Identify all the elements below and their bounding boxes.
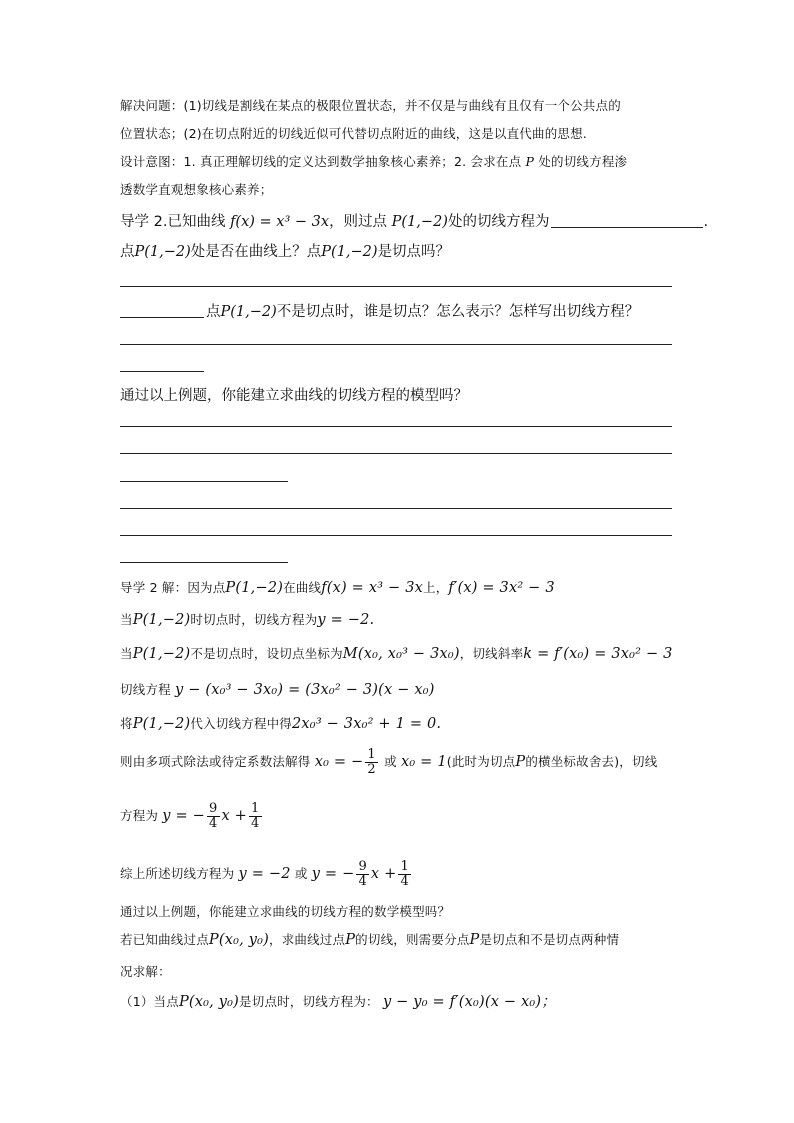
text: 当	[120, 646, 133, 661]
numerator: 9	[358, 859, 367, 874]
solution-line4	[120, 680, 435, 698]
math-p12: P(1,−2)	[391, 214, 448, 230]
design-intent-line2	[120, 180, 272, 198]
math-tangent-eq: y − (x₀³ − 3x₀) = (3x₀² − 3)(x − x₀)	[175, 682, 435, 698]
math-fx: f(x) = x³ − 3x	[230, 214, 330, 230]
solution-line11	[120, 962, 171, 980]
math-x0-eq: x₀ = −	[314, 754, 364, 770]
problem-solved-line1	[120, 96, 621, 114]
math-cubic: 2x₀³ − 3x₀² + 1 = 0.	[292, 716, 442, 732]
text: 点	[120, 244, 135, 260]
solution-line10	[120, 930, 619, 948]
text: 若已知曲线过点	[120, 932, 209, 947]
numerator: 9	[209, 801, 218, 816]
solution-line5	[120, 714, 441, 732]
solution-line3	[120, 644, 673, 662]
guide2-q2	[120, 300, 639, 321]
text: 处的切线方程为	[447, 214, 550, 230]
text: 将	[120, 716, 133, 731]
guide2-question: 导学 2.已知曲线 f(x) = x³ − 3x，则过点 P(1,−2)处的切线方程为 .	[120, 214, 709, 230]
math-x-plus: x +	[221, 808, 248, 824]
math-p: P	[525, 154, 535, 169]
text: 的横坐标故舍去)，切线	[525, 754, 658, 769]
text: 通过以上例题，你能建立求曲线的切线方程的数学模型吗？	[120, 904, 451, 919]
text: （1）当点	[120, 994, 179, 1009]
text: 不是切点时，设切点坐标为	[190, 646, 343, 661]
text: (此时为切点	[446, 754, 516, 769]
math-p: P	[469, 932, 480, 948]
numerator: 1	[400, 859, 409, 874]
solution-line6	[120, 748, 657, 777]
math-x-plus: x +	[370, 866, 397, 882]
math-p12: P(1,−2)	[132, 612, 191, 628]
design-intent-line1	[120, 152, 627, 170]
text: 方程为	[120, 808, 159, 823]
text: 通过以上例题，你能建立求曲线的切线方程的模型吗？	[120, 388, 468, 404]
guide2-q1	[120, 240, 450, 261]
answer-line[interactable]	[120, 562, 288, 563]
math-p: P	[515, 754, 526, 770]
math-p12: P(1,−2)	[220, 304, 277, 320]
fraction-one-half	[365, 748, 377, 777]
text: 或	[384, 754, 397, 769]
math-y-minus2: y = −2.	[317, 612, 375, 628]
text: 上，	[423, 580, 449, 595]
math-p0: P(x₀, y₀)	[178, 994, 240, 1010]
math-p12: P(1,−2)	[134, 244, 191, 260]
math-fx: f(x) = x³ − 3x	[321, 580, 424, 596]
fraction-one-quarter	[249, 802, 261, 831]
solution-line2	[120, 610, 374, 628]
solution-line12	[120, 990, 556, 1011]
numerator: 1	[251, 801, 260, 816]
math-y-minus2: y = −2	[238, 866, 291, 882]
math-m-point: M(x₀, x₀³ − 3x₀)	[342, 646, 460, 662]
answer-line[interactable]	[120, 286, 672, 287]
text: 代入切线方程中得	[190, 716, 292, 731]
text: 位置状态；(2)在切点附近的切线近似可代替切点附近的曲线，这是以直代曲的思想.	[120, 126, 587, 141]
solution-line7	[120, 802, 264, 831]
text: 在曲线	[283, 580, 322, 595]
problem-solved-line2	[120, 124, 587, 142]
answer-line[interactable]	[120, 481, 288, 482]
text: 设计意图：1. 真正理解切线的定义达到数学抽象核心素养；2. 会求在点	[120, 154, 522, 169]
text: 是切点时，切线方程为：	[239, 994, 379, 1009]
math-fpx: f′(x) = 3x² − 3	[448, 580, 555, 596]
fraction-one-quarter	[398, 860, 410, 889]
text: 不是切点时，谁是切点？怎么表示？怎样写出切线方程？	[276, 304, 640, 320]
text: ，求曲线过点	[269, 932, 346, 947]
solution-label: 导学 2 解：	[120, 580, 188, 595]
text: 点	[206, 304, 221, 320]
math-y-eq: y = −	[162, 808, 206, 824]
math-k-eq: k = f′(x₀) = 3x₀² − 3	[523, 646, 673, 662]
answer-line[interactable]	[120, 508, 672, 509]
math-p12: P(1,−2)	[132, 646, 191, 662]
text: 因为点	[187, 580, 226, 595]
math-p12: P(1,−2)	[321, 244, 378, 260]
math-y-eq: y = −	[311, 866, 355, 882]
denominator: 4	[251, 816, 260, 831]
math-p12: P(1,−2)	[225, 580, 284, 596]
math-final-eq: y − y₀ = f′(x₀)(x − x₀)；	[382, 994, 556, 1010]
denominator: 2	[367, 762, 376, 777]
denominator: 4	[358, 874, 367, 889]
text: 处的切线方程渗	[538, 154, 628, 169]
text: 况求解：	[120, 964, 171, 979]
text: 处是否在曲线上？点	[190, 244, 322, 260]
text: 解决问题：(1)切线是割线在某点的极限位置状态，并不仅是与曲线有且仅有一个公共点的	[120, 98, 621, 113]
solution-line1	[120, 578, 555, 596]
denominator: 4	[400, 874, 409, 889]
solution-line9	[120, 902, 450, 920]
text: 已知曲线	[167, 214, 226, 230]
solution-line8	[120, 860, 413, 889]
text: 时切点时，切线方程为	[190, 612, 318, 627]
fraction-nine-quarters	[207, 802, 219, 831]
text: 的切线，则需要分点	[355, 932, 470, 947]
answer-blank[interactable]	[120, 303, 204, 318]
denominator: 4	[209, 816, 218, 831]
text: 切线方程	[120, 682, 171, 697]
math-p: P	[345, 932, 356, 948]
answer-line[interactable]	[120, 426, 672, 427]
text: 是切点吗？	[377, 244, 451, 260]
answer-line[interactable]	[120, 371, 204, 372]
answer-line[interactable]	[120, 453, 672, 454]
text: 是切点和不是切点两种情	[479, 932, 620, 947]
text: 则由多项式除法或待定系数法解得	[120, 754, 311, 769]
text: ，则过点	[329, 214, 388, 230]
math-p12: P(1,−2)	[132, 716, 191, 732]
text: 综上所述切线方程为	[120, 866, 235, 881]
math-p0: P(x₀, y₀)	[208, 932, 269, 948]
guide2-q3	[120, 384, 468, 405]
fraction-nine-quarters	[356, 860, 368, 889]
math-x0-is-1: x₀ = 1	[400, 754, 447, 770]
text: 透数学直观想象核心素养；	[120, 182, 273, 197]
answer-line[interactable]	[120, 344, 672, 345]
answer-blank[interactable]	[551, 213, 703, 228]
text: 当	[120, 612, 133, 627]
answer-line[interactable]	[120, 535, 672, 536]
numerator: 1	[367, 747, 376, 762]
text: 或	[294, 866, 308, 881]
text: ，切线斜率	[459, 646, 524, 661]
guide2-label: 导学 2.	[120, 214, 168, 230]
